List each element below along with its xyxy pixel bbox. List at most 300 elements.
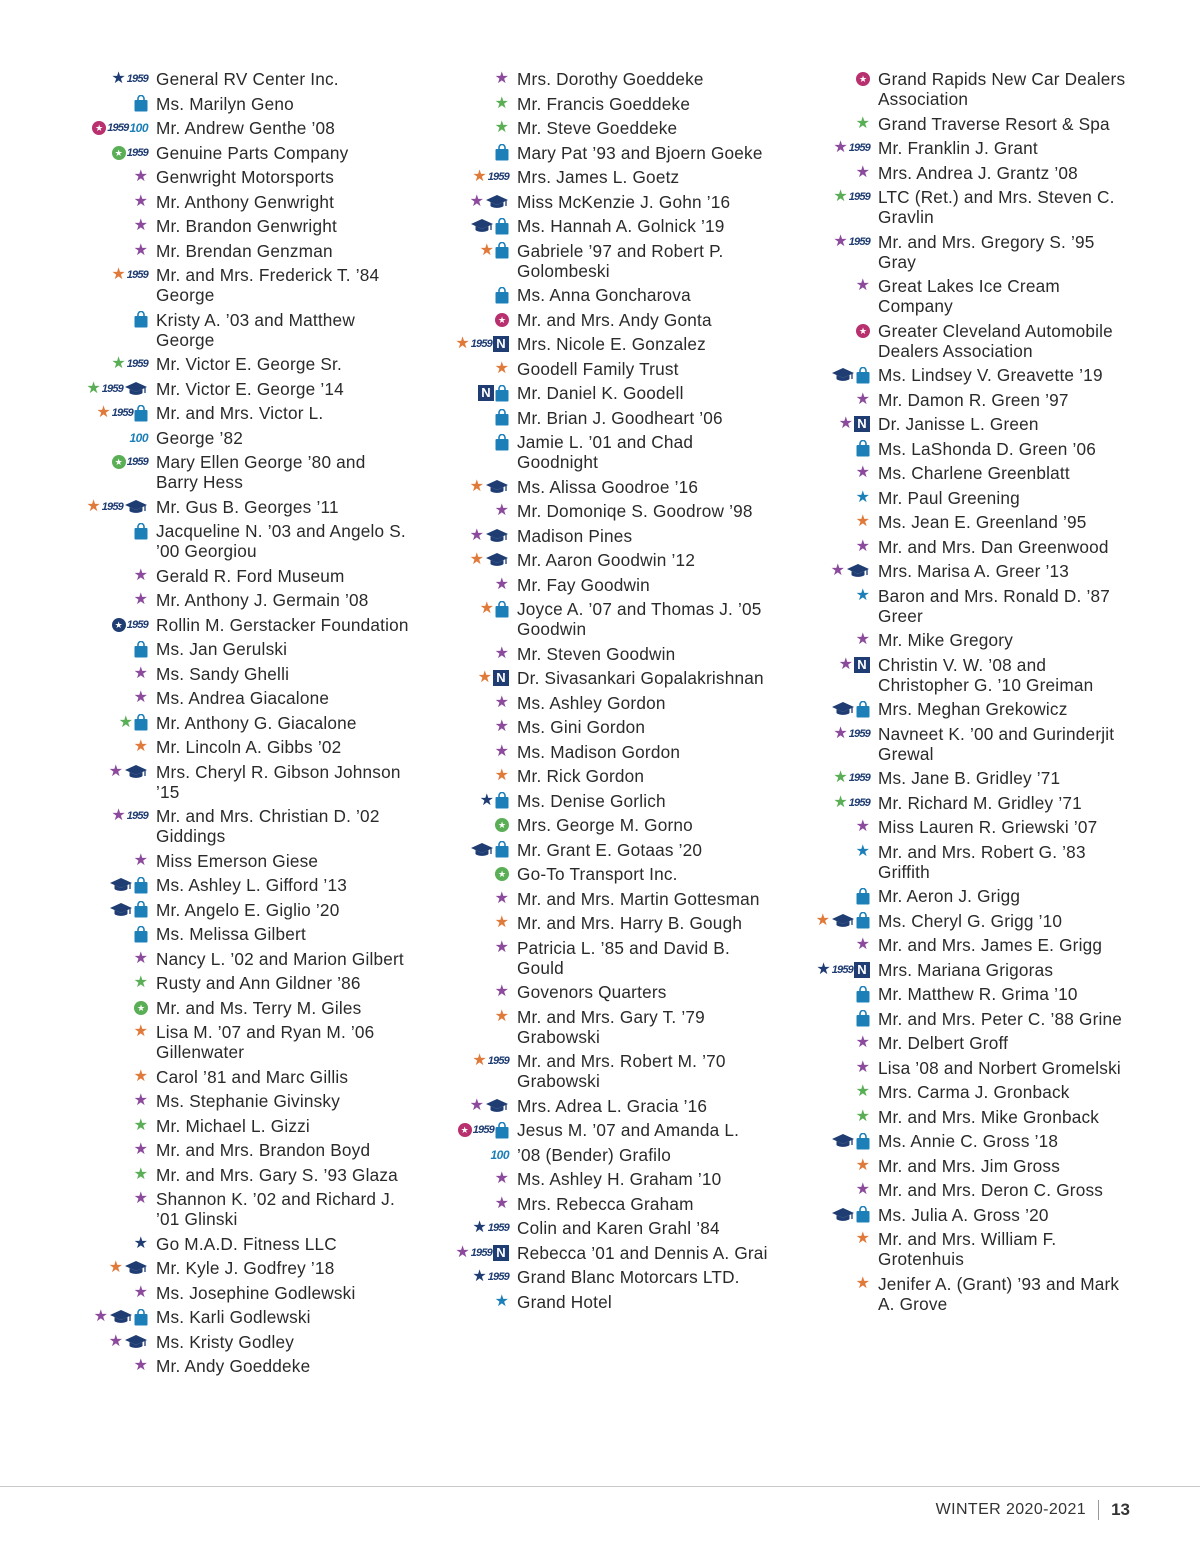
purple-star-icon: ★ xyxy=(455,1243,470,1261)
year-1959-icon: 1959 xyxy=(101,500,123,513)
donor-entry xyxy=(431,1267,771,1287)
shopping-bag-icon xyxy=(856,367,870,384)
donor-icons xyxy=(70,806,148,826)
donor-entry xyxy=(431,717,771,737)
donor-icons xyxy=(792,817,870,837)
orange-star-icon: ★ xyxy=(108,1259,123,1276)
green-star-icon: ★ xyxy=(855,1107,870,1125)
donor-name: Mr. Matthew R. Grima ’10 xyxy=(878,984,1078,1004)
donor-name: Mrs. George M. Gorno xyxy=(517,815,693,835)
donor-entry xyxy=(792,724,1132,764)
donor-entry xyxy=(792,842,1132,882)
donor-entry xyxy=(70,949,410,969)
donor-entry xyxy=(431,644,771,664)
purple-star-icon: ★ xyxy=(830,562,845,579)
donor-entry xyxy=(70,452,410,492)
n-badge-icon: N xyxy=(854,657,870,673)
donor-icons xyxy=(792,114,870,134)
donor-name: Mr. Franklin J. Grant xyxy=(878,138,1038,158)
purple-star-icon: ★ xyxy=(855,1034,870,1051)
donor-icons xyxy=(431,359,509,379)
donor-name: Goodell Family Trust xyxy=(517,358,679,379)
donor-entry xyxy=(431,550,771,570)
orange-star-icon: ★ xyxy=(469,551,484,568)
donor-icons xyxy=(70,615,148,635)
donor-name: Mr. Brandon Genwright xyxy=(156,216,337,236)
shopping-bag-icon xyxy=(495,242,509,259)
donor-entry xyxy=(431,668,771,688)
donor-name: Kristy A. ’03 and Matthew George xyxy=(156,309,355,350)
orange-star-icon: ★ xyxy=(494,767,509,784)
donor-name: Mr. Gus B. Georges ’11 xyxy=(156,496,339,517)
orange-star-icon: ★ xyxy=(855,1156,870,1174)
donor-name: Mr. Grant E. Gotaas ’20 xyxy=(517,839,703,860)
donor-icons xyxy=(70,1091,148,1111)
shopping-bag-icon xyxy=(134,405,148,422)
donor-entry xyxy=(70,167,410,187)
donor-name: Colin and Karen Grahl ’84 xyxy=(517,1218,720,1238)
donor-icons xyxy=(792,390,870,410)
donor-name: Ms. Sandy Ghelli xyxy=(156,663,290,684)
donor-name: Mr. Anthony J. Germain ’08 xyxy=(156,590,369,610)
donor-name: Mr. and Mrs. Peter C. ’88 Grine xyxy=(878,1008,1123,1029)
blue-star-icon: ★ xyxy=(855,842,870,860)
donor-icons xyxy=(70,762,148,782)
donor-entry xyxy=(70,1116,410,1136)
donor-entry xyxy=(70,1140,410,1160)
donor-name: Mr. and Mrs. Deron C. Gross xyxy=(878,1180,1104,1200)
donor-entry xyxy=(70,762,410,802)
donor-name: Mr. Rick Gordon xyxy=(517,766,645,786)
donor-icons xyxy=(70,241,148,261)
donor-name: Ms. Cheryl G. Grigg ’10 xyxy=(878,910,1063,931)
donor-name: Mr. Victor E. George ’14 xyxy=(156,378,344,399)
shopping-bag-icon xyxy=(134,311,148,328)
donor-name: Mrs. James L. Goetz xyxy=(517,167,680,187)
donor-entry xyxy=(70,143,410,163)
donor-entry xyxy=(431,1218,771,1238)
donor-entry xyxy=(70,1189,410,1229)
donor-name: Mrs. Rebecca Graham xyxy=(517,1193,694,1214)
purple-star-icon: ★ xyxy=(494,983,509,1000)
donor-icons xyxy=(792,935,870,955)
donor-icons xyxy=(792,630,870,650)
donor-entry xyxy=(70,1258,410,1278)
donor-icons xyxy=(70,1283,148,1303)
donor-entry xyxy=(70,590,410,610)
donor-icons xyxy=(431,1218,509,1238)
year-1959-icon: 1959 xyxy=(848,142,870,154)
donor-name: Mr. and Mrs. Mike Gronback xyxy=(878,1106,1100,1127)
donor-icons xyxy=(792,276,870,296)
donor-entry xyxy=(792,463,1132,483)
year-1959-icon: 1959 xyxy=(487,171,509,183)
donor-name: Mr. Andy Goeddeke xyxy=(156,1356,311,1376)
donor-icons xyxy=(70,875,148,895)
donor-icons xyxy=(70,118,148,138)
donor-entry xyxy=(431,285,771,305)
100-icon: 100 xyxy=(129,121,148,135)
donor-icons xyxy=(431,216,509,236)
donor-icons xyxy=(431,143,509,163)
magenta-circle-star-icon: ★ xyxy=(458,1123,472,1137)
donor-icons xyxy=(792,463,870,483)
orange-star-icon: ★ xyxy=(494,914,509,931)
purple-star-icon: ★ xyxy=(133,591,148,608)
donor-entry xyxy=(70,664,410,684)
donor-entry xyxy=(792,1082,1132,1102)
donor-name: Jacqueline N. ’03 and Angelo S. ’00 Georgiou xyxy=(156,521,406,561)
footer-separator xyxy=(1098,1500,1099,1520)
donor-name: Ms. Jane B. Gridley ’71 xyxy=(878,768,1061,788)
donor-icons xyxy=(431,742,509,762)
donor-icons xyxy=(70,428,148,448)
donor-name: Mrs. Cheryl R. Gibson Johnson ’15 xyxy=(156,761,401,802)
donor-name: Mr. Lincoln A. Gibbs ’02 xyxy=(156,737,342,757)
donor-icons xyxy=(70,998,148,1018)
donor-name: Christin V. W. ’08 and Christopher G. ’10 Greiman xyxy=(878,654,1094,695)
orange-star-icon: ★ xyxy=(815,911,830,929)
purple-star-icon: ★ xyxy=(855,818,870,835)
donor-entry xyxy=(431,791,771,811)
donor-name: Ms. Karli Godlewski xyxy=(156,1307,311,1327)
donor-entry xyxy=(70,1356,410,1376)
green-star-icon: ★ xyxy=(111,355,126,372)
100-icon: 100 xyxy=(129,430,148,445)
donor-entry xyxy=(431,192,771,212)
donor-entry xyxy=(70,1332,410,1352)
donor-icons xyxy=(792,439,870,459)
donor-name: Great Lakes Ice Cream Company xyxy=(878,276,1060,316)
donor-entry xyxy=(431,1243,771,1263)
donor-name: Mr. and Mrs. Gregory S. ’95 Gray xyxy=(878,231,1095,272)
donor-icons xyxy=(792,586,870,606)
donor-name: ’08 (Bender) Grafilo xyxy=(517,1144,671,1165)
donor-name: Ms. Marilyn Geno xyxy=(156,93,294,114)
n-badge-icon: N xyxy=(854,962,870,978)
year-1959-icon: 1959 xyxy=(848,235,870,248)
donor-entry xyxy=(70,1165,410,1185)
donor-entry xyxy=(792,512,1132,532)
donor-icons xyxy=(431,241,509,261)
green-circle-star-icon: ★ xyxy=(495,818,509,832)
donor-name: Mr. Aaron Goodwin ’12 xyxy=(517,550,696,570)
donor-icons xyxy=(792,1229,870,1249)
donor-entry xyxy=(431,118,771,138)
donor-name: Mr. and Mrs. Gary S. ’93 Glaza xyxy=(156,1164,398,1185)
donor-icons xyxy=(792,655,870,675)
graduation-cap-icon xyxy=(831,701,855,717)
purple-star-icon: ★ xyxy=(855,631,870,648)
purple-star-icon: ★ xyxy=(833,232,848,250)
shopping-bag-icon xyxy=(856,1206,870,1223)
donor-name: Go-To Transport Inc. xyxy=(517,864,678,884)
orange-star-icon: ★ xyxy=(494,359,509,377)
donor-entry xyxy=(792,1107,1132,1127)
donor-entry xyxy=(792,163,1132,183)
donor-icons xyxy=(70,566,148,586)
graduation-cap-icon xyxy=(124,1334,148,1350)
donor-entry xyxy=(792,114,1132,134)
orange-star-icon: ★ xyxy=(479,241,494,259)
donor-entry xyxy=(431,1051,771,1091)
donor-name: Ms. Kristy Godley xyxy=(156,1331,295,1352)
donor-icons xyxy=(431,526,509,546)
shopping-bag-icon xyxy=(134,877,148,894)
donor-icons xyxy=(70,310,148,330)
donor-name: Mr. and Mrs. Robert G. ’83 Griffith xyxy=(878,841,1086,882)
graduation-cap-icon xyxy=(485,1098,509,1114)
magenta-circle-star-icon: ★ xyxy=(495,313,509,327)
donor-icons xyxy=(431,1292,509,1312)
shopping-bag-icon xyxy=(856,440,870,457)
purple-star-icon: ★ xyxy=(133,851,148,869)
graduation-cap-icon xyxy=(485,528,509,544)
graduation-cap-icon xyxy=(831,1207,855,1223)
green-star-icon: ★ xyxy=(118,713,133,731)
green-star-icon: ★ xyxy=(86,379,101,397)
donor-name: Ms. Denise Gorlich xyxy=(517,790,666,811)
donor-name: Mr. Victor E. George Sr. xyxy=(156,354,342,374)
donor-entry xyxy=(431,864,771,884)
donor-name: Ms. Madison Gordon xyxy=(517,741,681,762)
donor-entry xyxy=(792,1205,1132,1225)
donor-entry xyxy=(792,699,1132,719)
year-1959-icon: 1959 xyxy=(848,772,870,784)
donor-icons xyxy=(792,561,870,581)
donor-name: Grand Rapids New Car Dealers Association xyxy=(878,69,1126,109)
donor-name: Mr. Paul Greening xyxy=(878,487,1020,508)
purple-star-icon: ★ xyxy=(833,724,848,742)
purple-star-icon: ★ xyxy=(108,1332,123,1350)
donor-name: Mr. Brendan Genzman xyxy=(156,240,333,261)
purple-star-icon: ★ xyxy=(494,1170,509,1187)
year-1959-icon: 1959 xyxy=(848,191,870,203)
shopping-bag-icon xyxy=(495,218,509,235)
donor-icons xyxy=(70,973,148,993)
donor-entry xyxy=(70,1091,410,1111)
purple-star-icon: ★ xyxy=(494,1194,509,1212)
donor-entry xyxy=(70,688,410,708)
donor-entry xyxy=(792,561,1132,581)
purple-star-icon: ★ xyxy=(494,575,509,593)
blue-star-icon: ★ xyxy=(855,586,870,604)
blue-star-icon: ★ xyxy=(855,488,870,506)
donor-entry xyxy=(70,521,410,561)
green-circle-star-icon: ★ xyxy=(134,1001,148,1015)
donor-icons xyxy=(792,886,870,906)
donor-icons xyxy=(70,216,148,236)
donor-icons xyxy=(70,354,148,374)
n-badge-icon: N xyxy=(493,336,509,352)
graduation-cap-icon xyxy=(124,1260,148,1276)
donor-name: Dr. Janisse L. Green xyxy=(878,414,1039,434)
donor-name: Ms. Gini Gordon xyxy=(517,717,646,737)
year-1959-icon: 1959 xyxy=(470,1246,492,1259)
donor-name: Gerald R. Ford Museum xyxy=(156,565,345,586)
donor-icons xyxy=(431,791,509,811)
donor-name: Rollin M. Gerstacker Foundation xyxy=(156,614,409,635)
donor-icons xyxy=(431,644,509,664)
donor-name: Ms. Jan Gerulski xyxy=(156,639,288,659)
donor-icons xyxy=(70,94,148,114)
purple-star-icon: ★ xyxy=(855,1058,870,1076)
donor-icons xyxy=(431,599,509,619)
donor-icons xyxy=(431,192,509,212)
donor-name: Mr. Francis Goeddeke xyxy=(517,93,691,114)
donor-entry xyxy=(431,408,771,428)
donor-entry xyxy=(70,310,410,350)
donor-name: Rusty and Ann Gildner ’86 xyxy=(156,973,361,993)
100-icon: 100 xyxy=(490,1147,509,1162)
donor-name: Ms. Julia A. Gross ’20 xyxy=(878,1204,1049,1225)
donor-icons xyxy=(70,900,148,920)
donor-name: Mr. and Mrs. Gary T. ’79 Grabowski xyxy=(517,1006,705,1047)
donor-entry xyxy=(70,403,410,423)
donor-entry xyxy=(431,94,771,114)
navy-star-icon: ★ xyxy=(472,1268,487,1285)
year-1959-icon: 1959 xyxy=(111,407,133,419)
donor-entry xyxy=(431,241,771,281)
donor-icons xyxy=(431,815,509,835)
shopping-bag-icon xyxy=(856,888,870,905)
donor-entry xyxy=(792,630,1132,650)
donor-icons xyxy=(70,403,148,423)
green-circle-star-icon: ★ xyxy=(112,146,126,160)
donor-icons xyxy=(431,408,509,428)
green-circle-star-icon: ★ xyxy=(495,867,509,881)
year-1959-icon: 1959 xyxy=(487,1271,509,1283)
donor-icons xyxy=(70,69,148,89)
graduation-cap-icon xyxy=(109,902,133,918)
donor-entry xyxy=(792,69,1132,109)
donor-name: Mrs. Adrea L. Gracia ’16 xyxy=(517,1095,708,1116)
year-1959-icon: 1959 xyxy=(487,1055,509,1067)
purple-star-icon: ★ xyxy=(93,1308,108,1325)
donor-icons xyxy=(70,664,148,684)
donor-icons xyxy=(431,477,509,497)
purple-star-icon: ★ xyxy=(469,192,484,210)
donor-name: Madison Pines xyxy=(517,525,633,546)
donor-name: Ms. Annie C. Gross ’18 xyxy=(878,1131,1059,1151)
donor-icons xyxy=(431,285,509,305)
donor-icons xyxy=(792,1274,870,1294)
green-star-icon: ★ xyxy=(133,974,148,991)
donor-icons xyxy=(792,1107,870,1127)
magenta-circle-star-icon: ★ xyxy=(92,121,106,135)
donor-icons xyxy=(70,1356,148,1376)
donor-name: Joyce A. ’07 and Thomas J. ’05 Goodwin xyxy=(517,599,762,639)
donor-entry xyxy=(792,488,1132,508)
purple-star-icon: ★ xyxy=(855,936,870,953)
donor-icons xyxy=(70,949,148,969)
shopping-bag-icon xyxy=(856,1010,870,1027)
purple-star-icon: ★ xyxy=(833,139,848,156)
orange-star-icon: ★ xyxy=(133,738,148,755)
donor-name: Ms. Stephanie Givinsky xyxy=(156,1091,340,1111)
donor-name: Mrs. Dorothy Goeddeke xyxy=(517,69,704,89)
donor-name: Mr. Delbert Groff xyxy=(878,1033,1009,1053)
donor-icons xyxy=(431,575,509,595)
donor-entry xyxy=(70,875,410,895)
donor-entry xyxy=(70,265,410,305)
donor-icons xyxy=(431,717,509,737)
donor-icons xyxy=(431,550,509,570)
issue-label: WINTER 2020-2021 xyxy=(935,1501,1087,1518)
donor-icons xyxy=(792,768,870,788)
orange-star-icon: ★ xyxy=(855,1274,870,1292)
donor-entry xyxy=(792,586,1132,626)
year-1959-icon: 1959 xyxy=(101,382,123,395)
donor-entry xyxy=(792,817,1132,837)
donor-icons xyxy=(792,488,870,508)
donor-icons xyxy=(431,889,509,909)
purple-star-icon: ★ xyxy=(838,655,853,673)
donor-entry xyxy=(70,1022,410,1062)
orange-star-icon: ★ xyxy=(133,1067,148,1085)
donor-entry xyxy=(792,793,1132,813)
graduation-cap-icon xyxy=(846,563,870,579)
purple-star-icon: ★ xyxy=(838,415,853,432)
shopping-bag-icon xyxy=(495,792,509,809)
graduation-cap-icon xyxy=(831,913,855,929)
donor-icons xyxy=(792,724,870,744)
donor-icons xyxy=(792,1205,870,1225)
donor-icons xyxy=(70,1307,148,1327)
donor-name: Mary Pat ’93 and Bjoern Goeke xyxy=(517,142,763,163)
purple-star-icon: ★ xyxy=(133,1190,148,1207)
donor-name: Mr. Steven Goodwin xyxy=(517,643,676,664)
donor-entry xyxy=(431,889,771,909)
shopping-bag-icon xyxy=(856,986,870,1003)
navy-star-icon: ★ xyxy=(479,791,494,809)
donor-name: Go M.A.D. Fitness LLC xyxy=(156,1233,337,1254)
donor-icons xyxy=(70,1332,148,1352)
donor-icons xyxy=(70,1234,148,1254)
n-badge-icon: N xyxy=(493,1245,509,1261)
purple-star-icon: ★ xyxy=(133,241,148,259)
donor-entry xyxy=(792,1180,1132,1200)
donor-icons xyxy=(431,1243,509,1263)
year-1959-icon: 1959 xyxy=(107,122,129,134)
donor-name: Ms. Ashley Gordon xyxy=(517,692,666,713)
donor-entry xyxy=(431,1120,771,1140)
donor-entry xyxy=(70,806,410,846)
year-1959-icon: 1959 xyxy=(848,796,870,809)
magenta-circle-star-icon: ★ xyxy=(856,72,870,86)
donor-name: Mr. and Mrs. Harry B. Gough xyxy=(517,913,743,933)
donor-entry xyxy=(70,216,410,236)
donor-icons xyxy=(431,383,509,403)
green-star-icon: ★ xyxy=(494,119,509,136)
year-1959-icon: 1959 xyxy=(126,456,148,468)
donor-icons xyxy=(70,167,148,187)
shopping-bag-icon xyxy=(495,287,509,304)
donor-name: Genwright Motorsports xyxy=(156,167,335,187)
donor-entry xyxy=(70,900,410,920)
donor-icons xyxy=(431,766,509,786)
donor-icons xyxy=(70,1116,148,1136)
donor-name: Mr. Steve Goeddeke xyxy=(517,118,678,138)
purple-star-icon: ★ xyxy=(494,70,509,87)
blue-star-icon: ★ xyxy=(494,1292,509,1310)
donor-name: Mary Ellen George ’80 and Barry Hess xyxy=(156,452,366,492)
green-star-icon: ★ xyxy=(855,1083,870,1100)
donor-column-2 xyxy=(431,69,771,1316)
donor-icons xyxy=(792,512,870,532)
donor-entry xyxy=(70,615,410,635)
donor-entry xyxy=(792,768,1132,788)
